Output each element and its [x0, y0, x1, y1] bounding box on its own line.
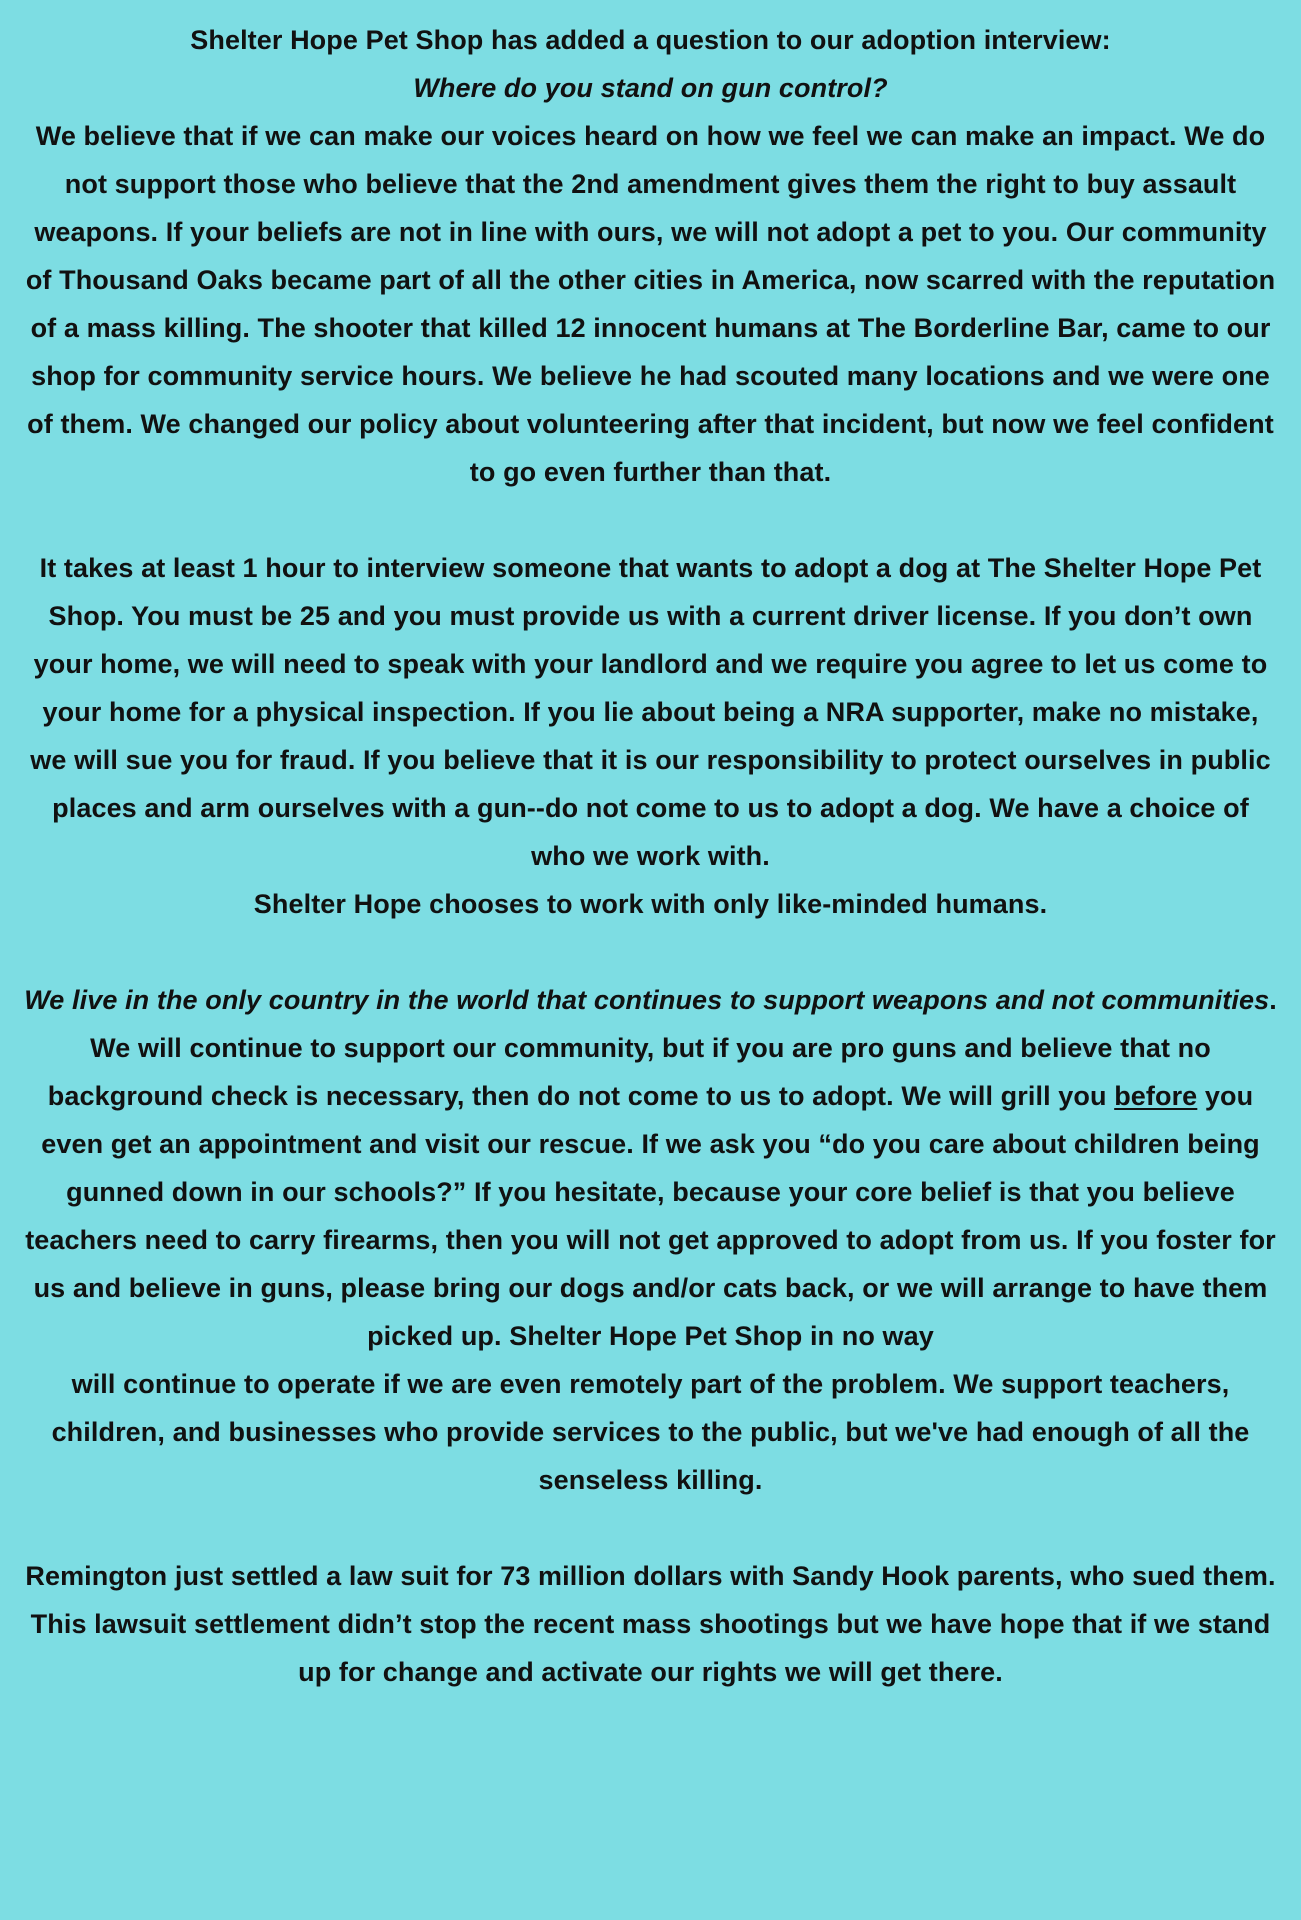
paragraph-spacer — [22, 496, 1279, 544]
underlined-word: before — [1114, 1081, 1198, 1111]
community-paragraph-continued: will continue to operate if we are even remotely part of the problem. We support teachers, children, and businesses who provide services to the public, but we've had enough of all the senseless killing. — [51, 1369, 1250, 1495]
paragraph-spacer — [22, 1504, 1279, 1552]
intro-heading: Shelter Hope Pet Shop has added a question to our adoption interview: — [190, 25, 1111, 55]
community-italic-lead: We live in the only country in the world that continues to support weapons and not communities — [24, 985, 1270, 1015]
remington-section — [22, 1552, 1279, 1696]
intro-section — [22, 16, 1279, 496]
interview-paragraph: It takes at least 1 hour to interview someone that wants to adopt a dog at The Shelter Hope Pet Shop. You must be 25 and you must provide us with a current driver license. If you don’t own your home, we will need to speak with your landlord and we require you agree to let us come to your home for a physical inspection. If you lie about being a NRA supporter, make no mistake, we will sue you for fraud. If you believe that it is our responsibility to protect ourselves in public places and arm ourselves with a gun--do not come to us to adopt a dog. We have a choice of who we work with. — [30, 553, 1271, 871]
community-text-part1: . We will continue to support our community, but if you are pro guns and believe that no background check is necessary, then do not come to us to adopt. We will grill you — [47, 985, 1277, 1111]
intro-paragraph: We believe that if we can make our voices heard on how we feel we can make an impact. We do not support those who believe that the 2nd amendment gives them the right to buy assault weapons. If your beliefs are not in line with ours, we will not adopt a pet to you. Our community of Thousand Oaks became part of all the other cities in America, now scarred with the reputation of a mass killing. The shooter that killed 12 innocent humans at The Borderline Bar, came to our shop for community service hours. We believe he had scouted many locations and we were one of them. We changed our policy about volunteering after that incident, but now we feel confident to go even further than that. — [25, 121, 1276, 487]
interview-section — [22, 544, 1279, 928]
intro-question: Where do you stand on gun control? — [413, 73, 888, 103]
community-text-part2: you even get an appointment and visit our rescue. If we ask you “do you care about children being gunned down in our schools?” If you hesitate, because your core belief is that you believe teachers need to carry firearms, then you will not get approved to adopt from us. If you foster for us and believe in guns, please bring our dogs and/or cats back, or we will arrange to have them picked up. Shelter Hope Pet Shop in no way — [25, 1081, 1276, 1351]
remington-paragraph: Remington just settled a law suit for 73 million dollars with Sandy Hook parents, who sued them. This lawsuit settlement didn’t stop the recent mass shootings but we have hope that if we stand up for change and activate our rights we will get there. — [25, 1561, 1276, 1687]
interview-closing: Shelter Hope chooses to work with only like-minded humans. — [253, 889, 1048, 919]
community-section — [22, 976, 1279, 1504]
community-paragraph — [22, 976, 1279, 1360]
paragraph-spacer — [22, 928, 1279, 976]
